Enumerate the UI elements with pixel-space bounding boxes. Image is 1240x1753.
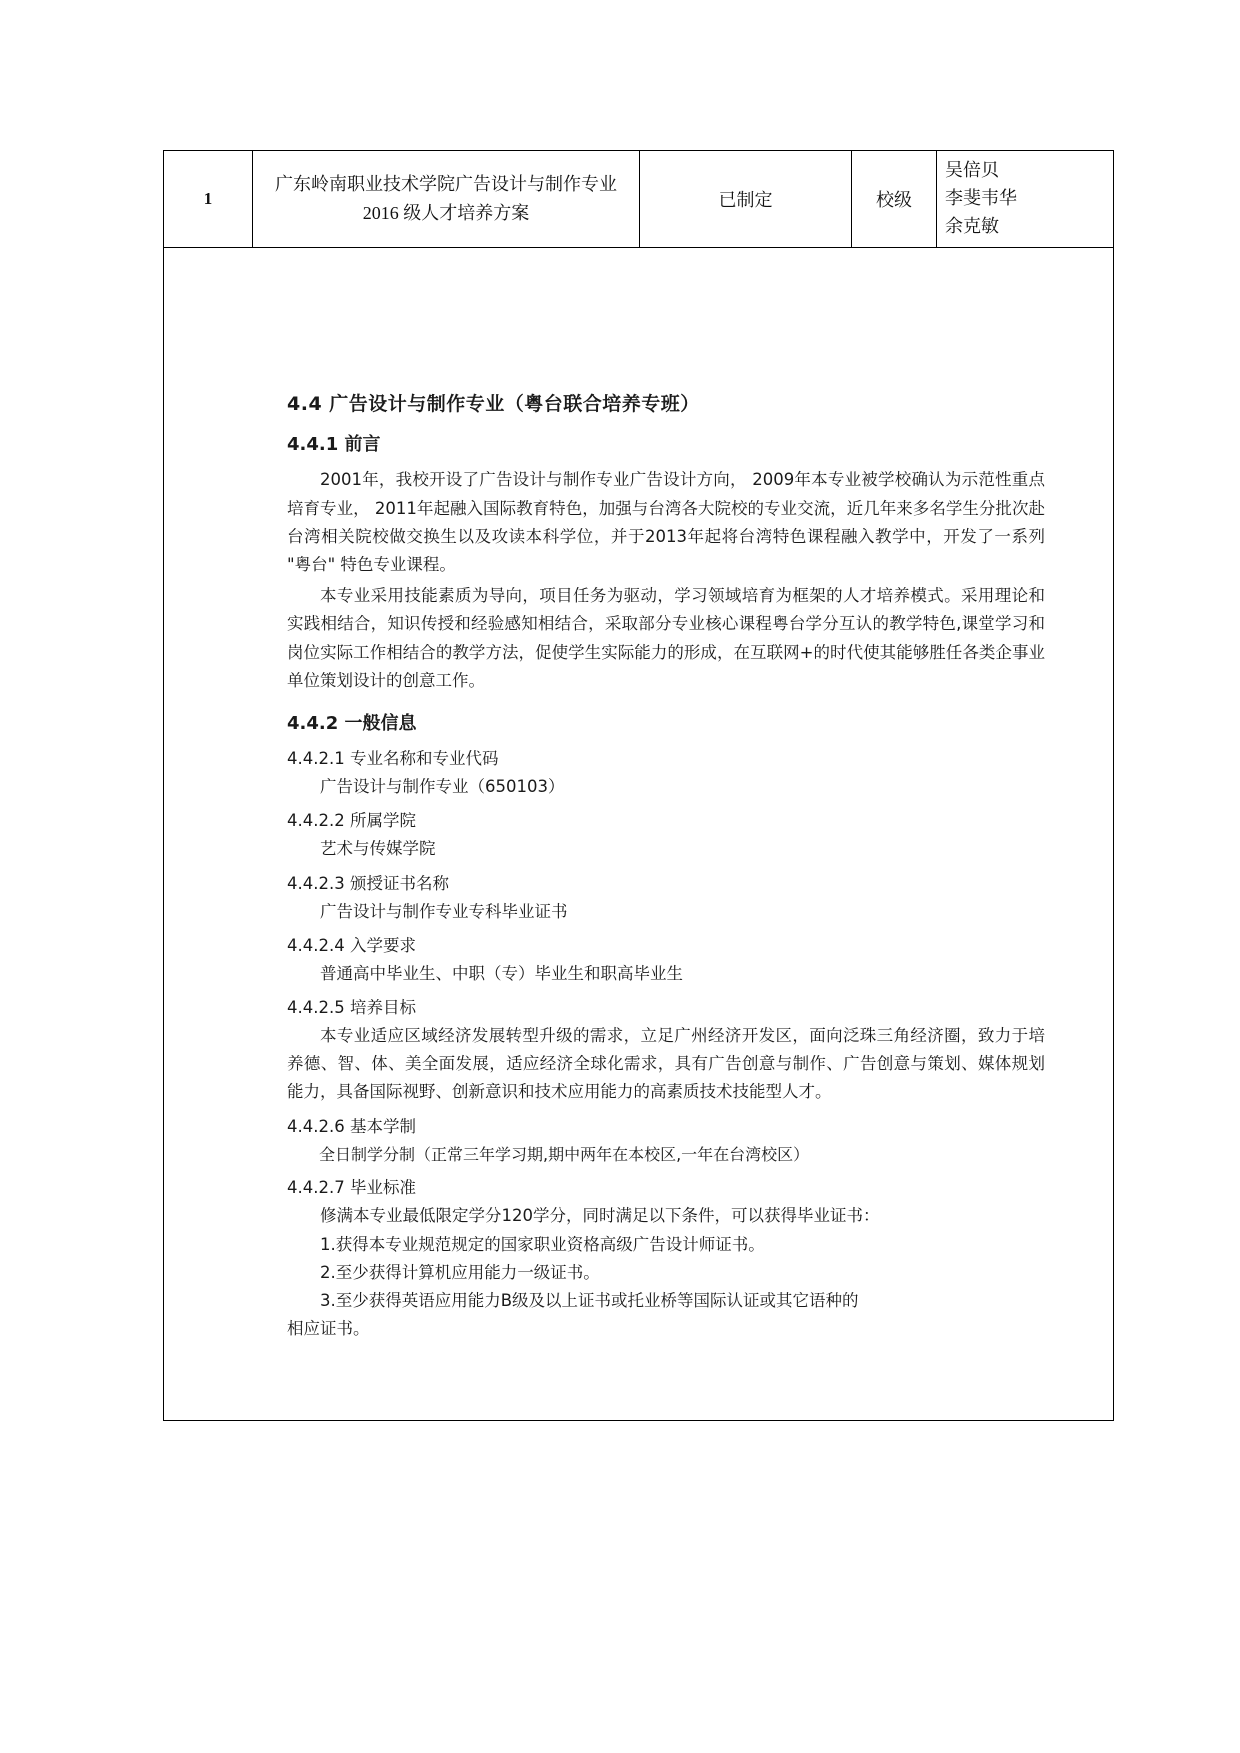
- people-list: [937, 151, 1114, 248]
- item-label-major-code: 4.4.2.1 专业名称和专业代码: [287, 749, 499, 769]
- graduation-condition-1: 1.获得本专业规范规定的国家职业资格高级广告设计师证书。: [320, 1234, 765, 1254]
- item-value-admission: 普通高中毕业生、中职（专）毕业生和职高毕业生: [320, 963, 683, 983]
- document-body: [172, 284, 1105, 1383]
- item-value-objective: 本专业适应区域经济发展转型升级的需求，立足广州经济开发区，面向泛珠三角经济圈，致力于培养德、智、体、美全面发展，适应经济全球化需求，具有广告创意与制作、广告创意与策划、媒体规划能力，具备国际视野、创新意识和技术应用能力的高素质技术技能型人才。: [287, 1025, 1045, 1102]
- graduation-condition-3: 3.至少获得英语应用能力B级及以上证书或托业桥等国际认证或其它语种的: [320, 1290, 859, 1310]
- item-value-major-code: 广告设计与制作专业（650103）: [320, 777, 565, 797]
- item-label-college: 4.4.2.2 所属学院: [287, 811, 416, 831]
- level-label: 校级: [852, 151, 937, 248]
- graduation-tail: 相应证书。: [287, 1318, 370, 1338]
- section-heading: 4.4 广告设计与制作专业（粤台联合培养专班）: [287, 393, 700, 416]
- item-label-certificate: 4.4.2.3 颁授证书名称: [287, 873, 449, 893]
- plan-table: [163, 150, 1114, 1421]
- item-label-duration: 4.4.2.6 基本学制: [287, 1116, 416, 1136]
- table-row: [164, 151, 1114, 248]
- plan-title: 广东岭南职业技术学院广告设计与制作专业 2016 级人才培养方案: [253, 151, 640, 248]
- graduation-lead: 修满本专业最低限定学分120学分，同时满足以下条件，可以获得毕业证书：: [320, 1206, 880, 1226]
- item-value-duration: 全日制学分制（正常三年学习期,期中两年在本校区,一年在台湾校区）: [319, 1144, 810, 1164]
- item-label-objective: 4.4.2.5 培养目标: [287, 997, 416, 1017]
- item-label-graduation: 4.4.2.7 毕业标准: [287, 1178, 416, 1198]
- preface-paragraph-1: 2001年，我校开设了广告设计与制作专业广告设计方向， 2009年本专业被学校确认为示范性重点培育专业， 2011年起融入国际教育特色，加强与台湾各大院校的专业交流，近几年来多名学生分批次赴台湾相关院校做交换生以及攻读本科学位，并于2013年起将台湾特色课程融入教学中，开发了一系列 "粤台" 特色专业课程。: [287, 470, 1045, 575]
- row-number: 1: [164, 151, 253, 248]
- item-label-admission: 4.4.2.4 入学要求: [287, 935, 416, 955]
- item-value-certificate: 广告设计与制作专业专科毕业证书: [320, 901, 568, 921]
- general-info-heading: 4.4.2 一般信息: [287, 713, 417, 735]
- document-body-cell: [164, 247, 1114, 1420]
- person-name: 李斐韦华: [945, 187, 1017, 208]
- item-value-college: 艺术与传媒学院: [320, 839, 436, 859]
- table-row-body: [164, 247, 1114, 1420]
- graduation-condition-2: 2.至少获得计算机应用能力一级证书。: [320, 1262, 600, 1282]
- preface-heading: 4.4.1 前言: [287, 434, 381, 456]
- person-name: 吴倍贝: [945, 160, 999, 180]
- person-name: 余克敏: [945, 215, 999, 236]
- preface-paragraph-2: 本专业采用技能素质为导向，项目任务为驱动，学习领域培育为框架的人才培养模式。采用理论和实践相结合，知识传授和经验感知相结合，采取部分专业核心课程粤台学分互认的教学特色,课堂学习和岗位实际工作相结合的教学方法，促使学生实际能力的形成，在互联网+的时代使其能够胜任各类企事业单位策划设计的创意工作。: [287, 585, 1045, 690]
- status-badge: 已制定: [640, 151, 852, 248]
